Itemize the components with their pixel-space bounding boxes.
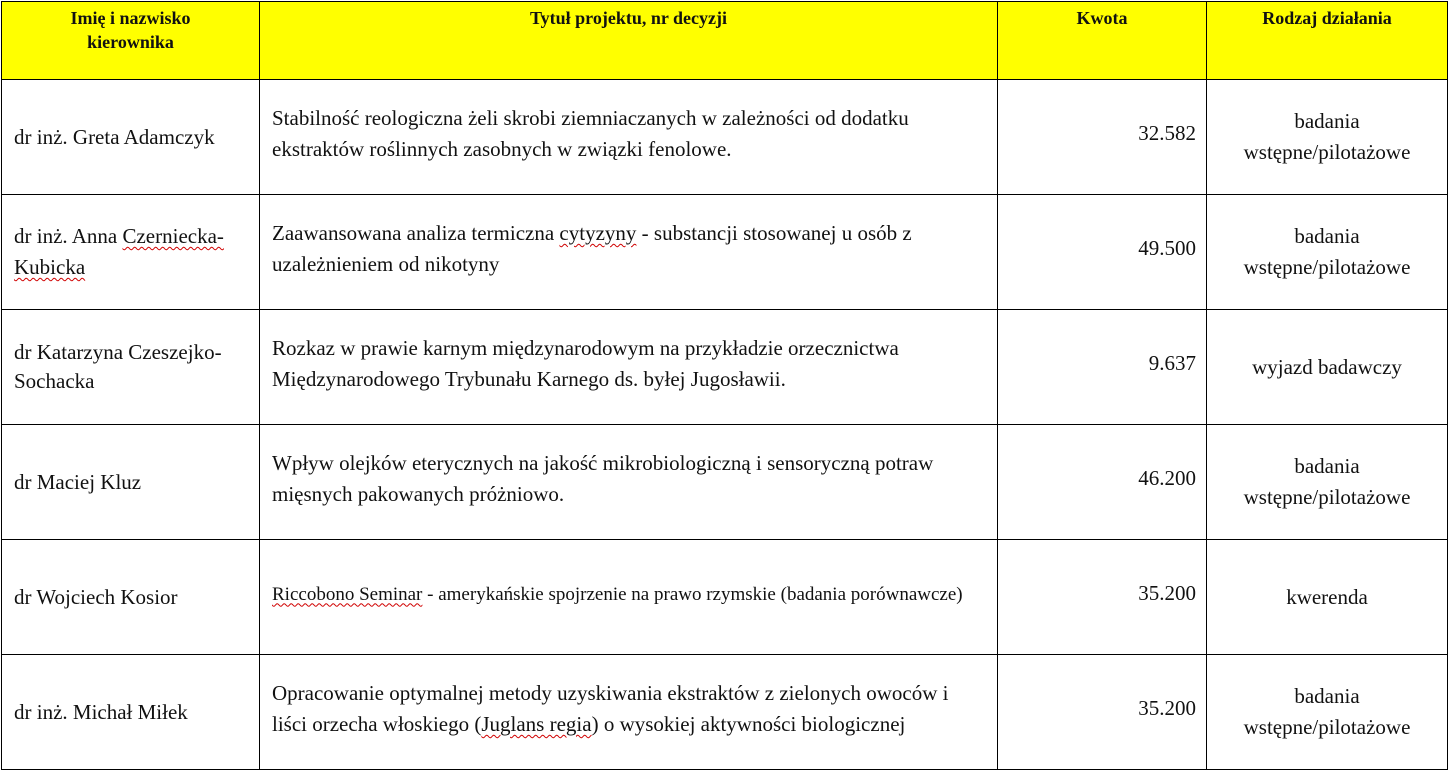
title-text: - substancji stosowanej u osób z uzależnieniem od nikotyny — [272, 221, 912, 276]
activity-cell: badania wstępne/pilotażowe — [1207, 80, 1448, 195]
amount-cell: 49.500 — [998, 195, 1207, 310]
manager-cell — [2, 195, 260, 310]
projects-table — [1, 1, 1448, 770]
amount-cell: 32.582 — [998, 80, 1207, 195]
header-row — [2, 2, 1448, 80]
title-text: Zaawansowana analiza termiczna — [272, 221, 560, 245]
title-text: ) o wysokiej aktywności biologicznej — [591, 712, 906, 736]
header-title: Tytuł projektu, nr decyzji — [260, 2, 998, 80]
activity-cell: badania wstępne/pilotażowe — [1207, 195, 1448, 310]
table-row — [2, 425, 1448, 540]
amount-cell: 9.637 — [998, 310, 1207, 425]
activity-cell: wyjazd badawczy — [1207, 310, 1448, 425]
amount-cell: 35.200 — [998, 540, 1207, 655]
header-amount: Kwota — [998, 2, 1207, 80]
table-row — [2, 80, 1448, 195]
title-cell: Stabilność reologiczna żeli skrobi ziemniaczanych w zależności od dodatku ekstraktów roślinnych zasobnych w związki fenolowe. — [260, 80, 998, 195]
title-marked-word: Juglans regia — [481, 712, 592, 736]
amount-cell: 46.200 — [998, 425, 1207, 540]
header-activity: Rodzaj działania — [1207, 2, 1448, 80]
header-manager: Imię i nazwisko kierownika — [2, 2, 260, 80]
title-text: Opracowanie optymalnej metody uzyskiwania ekstraktów z zielonych owoców i liści orzecha włoskiego ( — [272, 681, 949, 736]
table-row — [2, 540, 1448, 655]
manager-name-prefix: dr inż. Anna — [14, 224, 123, 248]
manager-cell: dr Maciej Kluz — [2, 425, 260, 540]
activity-cell: kwerenda — [1207, 540, 1448, 655]
title-text: - amerykańskie spojrzenie na prawo rzymskie (badania porównawcze) — [422, 583, 963, 605]
manager-name-surname: Czerniecka-Kubicka — [14, 224, 224, 279]
manager-cell: dr inż. Michał Miłek — [2, 655, 260, 770]
manager-cell: dr Katarzyna Czeszejko-Sochacka — [2, 310, 260, 425]
table-row — [2, 310, 1448, 425]
title-cell — [260, 540, 998, 655]
amount-cell: 35.200 — [998, 655, 1207, 770]
manager-cell: dr Wojciech Kosior — [2, 540, 260, 655]
manager-cell: dr inż. Greta Adamczyk — [2, 80, 260, 195]
table-row — [2, 195, 1448, 310]
title-cell — [260, 655, 998, 770]
activity-cell: badania wstępne/pilotażowe — [1207, 425, 1448, 540]
title-marked-word: Riccobono Seminar — [272, 583, 423, 605]
title-cell: Rozkaz w prawie karnym międzynarodowym na przykładzie orzecznictwa Międzynarodowego Trybunału Karnego ds. byłej Jugosławii. — [260, 310, 998, 425]
activity-cell: badania wstępne/pilotażowe — [1207, 655, 1448, 770]
table-row — [2, 655, 1448, 770]
title-cell — [260, 195, 998, 310]
title-marked-word: cytyzyny — [559, 221, 637, 245]
title-cell: Wpływ olejków eterycznych na jakość mikrobiologiczną i sensoryczną potraw mięsnych pakowanych próżniowo. — [260, 425, 998, 540]
